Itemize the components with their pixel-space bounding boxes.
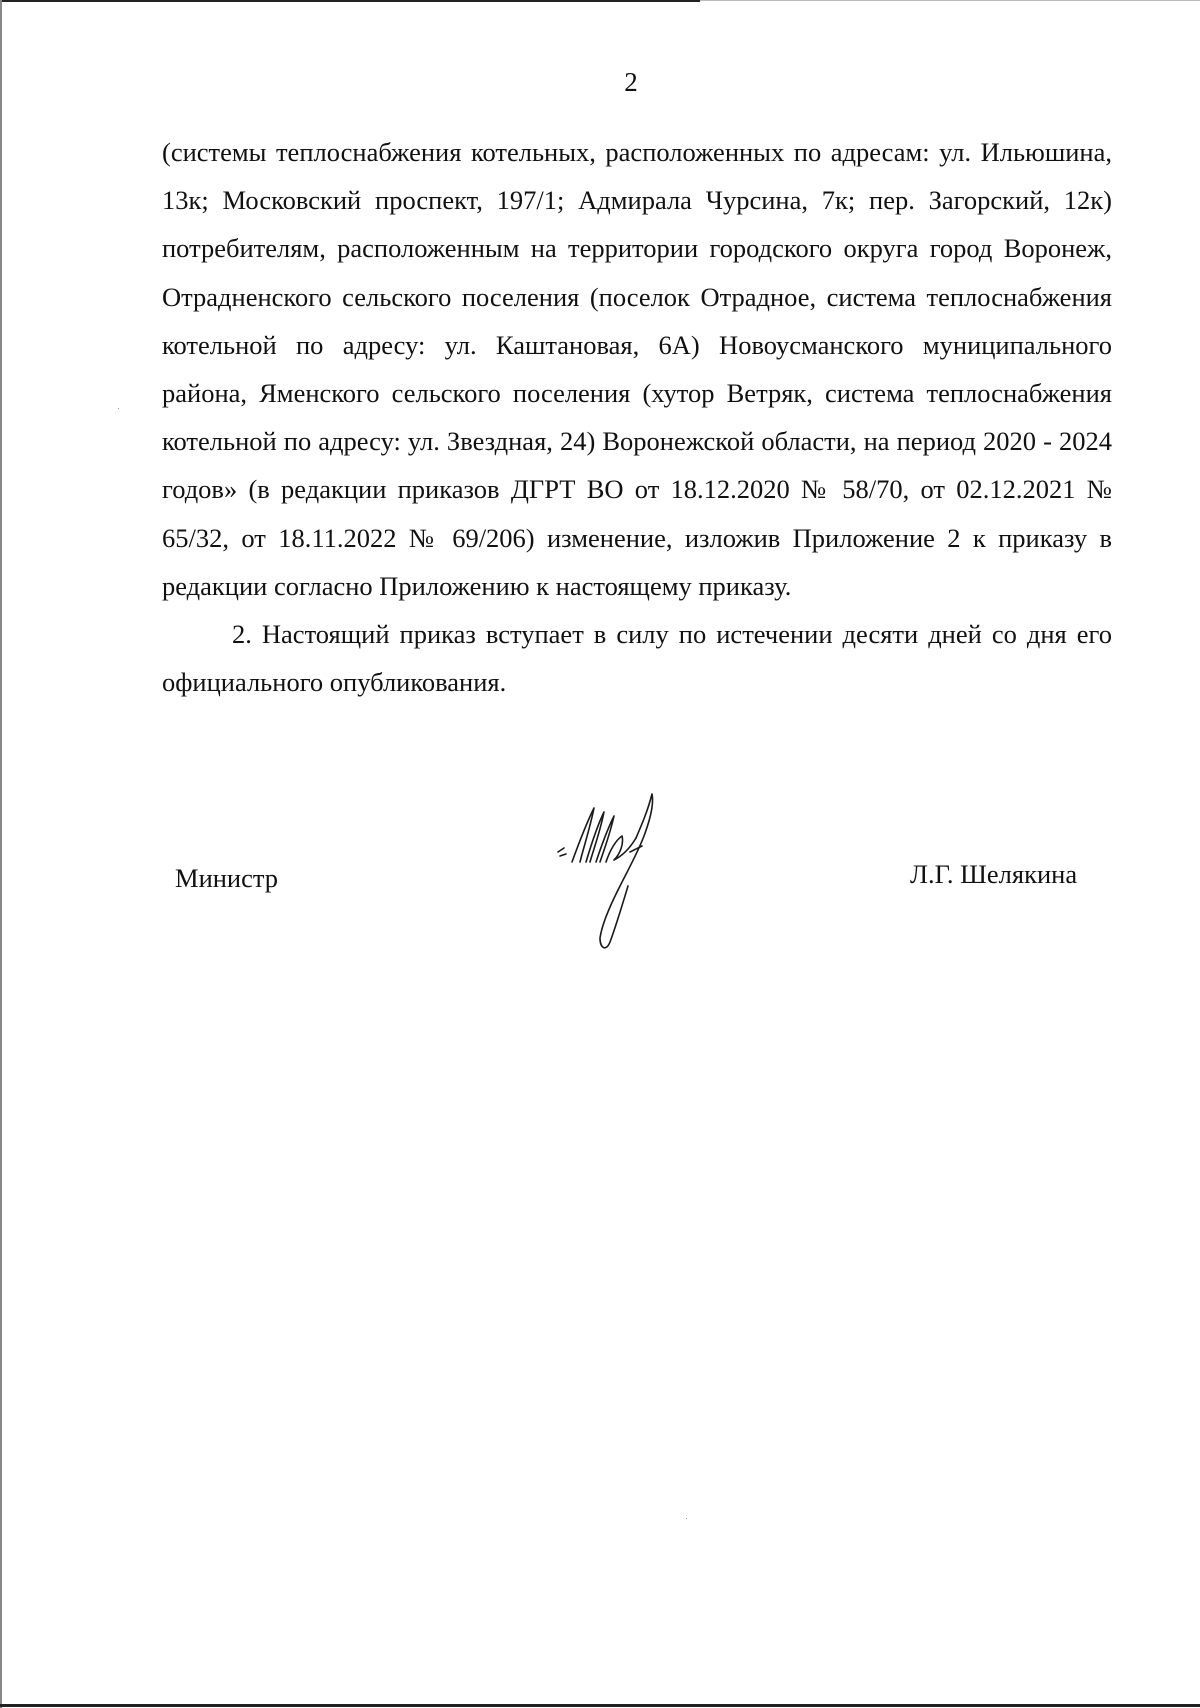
scan-speck (118, 408, 119, 409)
handwritten-signature (550, 790, 680, 960)
paragraph-item-2: 2. Настоящий приказ вступает в силу по истечении десяти дней со дня его официального опубликования. (162, 619, 1112, 698)
paragraph-continuation: (системы теплоснабжения котельных, расположенных по адресам: ул. Ильюшина, 13к; Московский проспект, 197/1; Адмирала Чурсина, 7к; пер. Загорский, 12к) потребителям, расположенным на территории городского округа город Воронеж, Отрадненского сельского поселения (поселок Отрадное, система теплоснабжения котельной по адресу: ул. Каштановая, 6А) Новоусманского муниципального района, Яменского сельского поселения (хутор Ветряк, система теплоснабжения котельной по адресу: ул. Звездная, 24) Воронежской области, на период 2020 - 2024 годов» (в редакции приказов ДГРТ ВО от 18.12.2020 № 58/70, от 02.12.2021 № 65/32, от 18.11.2022 № 69/206) изменение, изложив Приложение 2 к приказу в редакции согласно Приложению к настоящему приказу. (162, 137, 1112, 601)
signer-name: Л.Г. Шелякина (910, 859, 1078, 889)
signer-position: Министр (175, 863, 279, 893)
page-number: 2 (624, 67, 638, 97)
document-body (162, 128, 1112, 706)
scan-border-top-faint (700, 0, 1200, 1)
scan-border-bottom (0, 1704, 1200, 1707)
scan-border-top (0, 0, 700, 2)
signature-block (0, 770, 1200, 950)
scan-speck (686, 1518, 687, 1519)
